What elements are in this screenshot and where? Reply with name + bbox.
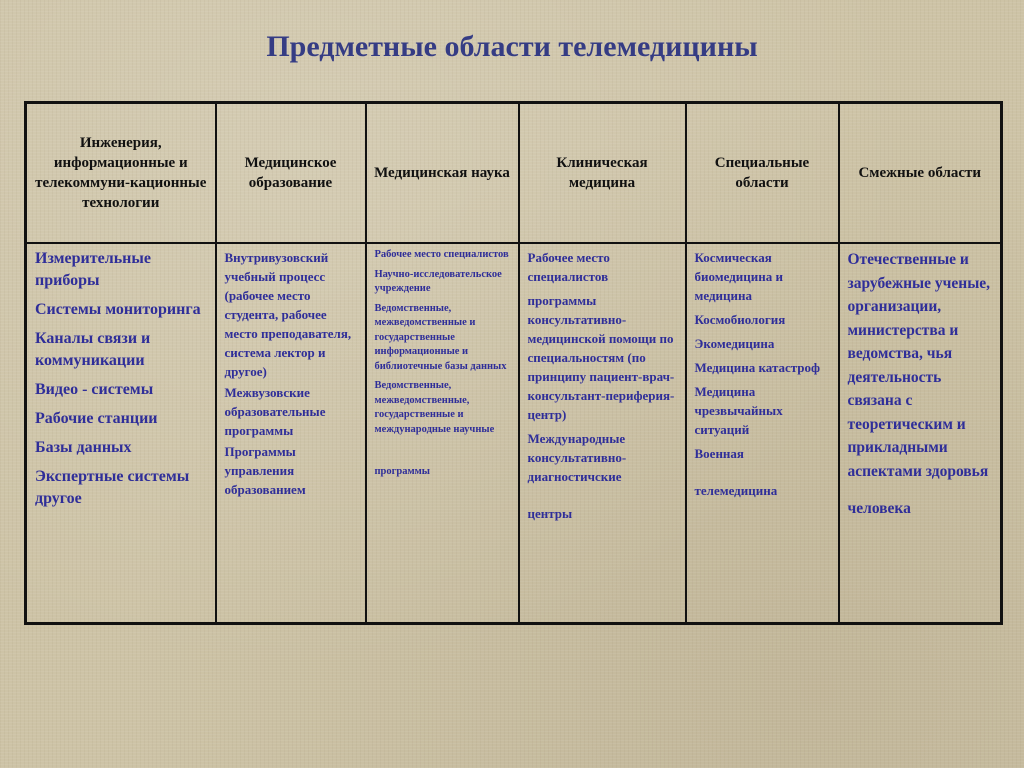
list-item: Отечественные и зарубежные ученые, организации, министерства и ведомства, чья деятельность связана с теоретическим и прикладными аспектами здоровья [847,251,991,480]
list-item: Программы управления образованием [224,444,306,497]
column-header-medical-science: Медицинская наука [366,103,519,244]
column-header-engineering: Инженерия, информационные и телекоммуни-кационные технологии [26,103,216,244]
list-item: Международные консультативно-диагностичские [527,431,627,484]
list-item: человека [847,500,911,517]
list-item: программы консультативно-медицинской помощи по специальностям (по принципу пациент-врач-консультант-периферия-центр) [527,293,675,422]
content-row [26,243,1002,624]
list-item: Космобиология [694,312,786,327]
list-item: Системы мониторинга [35,301,201,318]
cell-special-areas [686,243,839,624]
list-item: Медицина чрезвычайных ситуаций [694,384,783,437]
list-item: Рабочее место специалистов [374,249,509,260]
column-header-clinical-medicine: Клиническая медицина [519,103,686,244]
list-item: телемедицина [694,483,778,498]
list-item: Базы данных [35,439,132,456]
column-header-special-areas: Специальные области [686,103,839,244]
cell-clinical-medicine [519,243,686,624]
list-item: Межвузовские образовательные программы [224,385,326,438]
list-item: Каналы связи и коммуникации [35,330,151,369]
list-item: Ведомственные, межведомственные и государственные информационные и библиотечные базы данных [374,302,507,372]
list-item: Видео - системы [35,381,154,398]
header-row [26,103,1002,244]
list-item: Внутривузовский учебный процесс (рабочее место студента, рабочее место преподавателя, система лектор и другое) [224,250,352,379]
column-header-medical-education: Медицинское образование [216,103,366,244]
cell-medical-science [366,243,519,624]
list-item: Космическая биомедицина и медицина [694,250,783,303]
list-item: Измерительные приборы [35,250,151,289]
cell-related-areas [839,243,1002,624]
list-item: Рабочее место специалистов [527,250,610,284]
telemedicine-areas-table [24,101,1003,625]
list-item: программы [374,466,430,477]
page-title: Предметные области телемедицины [266,30,758,63]
list-item: Военная [694,446,744,461]
list-item: Экспертные системы другое [35,468,190,507]
list-item: Экомедицина [694,336,775,351]
list-item: Ведомственные, межведомственные, государственные и международные научные [374,380,495,435]
list-item: Медицина катастроф [694,360,821,375]
column-header-related-areas: Смежные области [839,103,1002,244]
list-item: Рабочие станции [35,410,158,427]
list-item: Научно-исследовательское учреждение [374,268,502,294]
list-item: центры [527,506,573,521]
cell-engineering [26,243,216,624]
cell-medical-education [216,243,366,624]
